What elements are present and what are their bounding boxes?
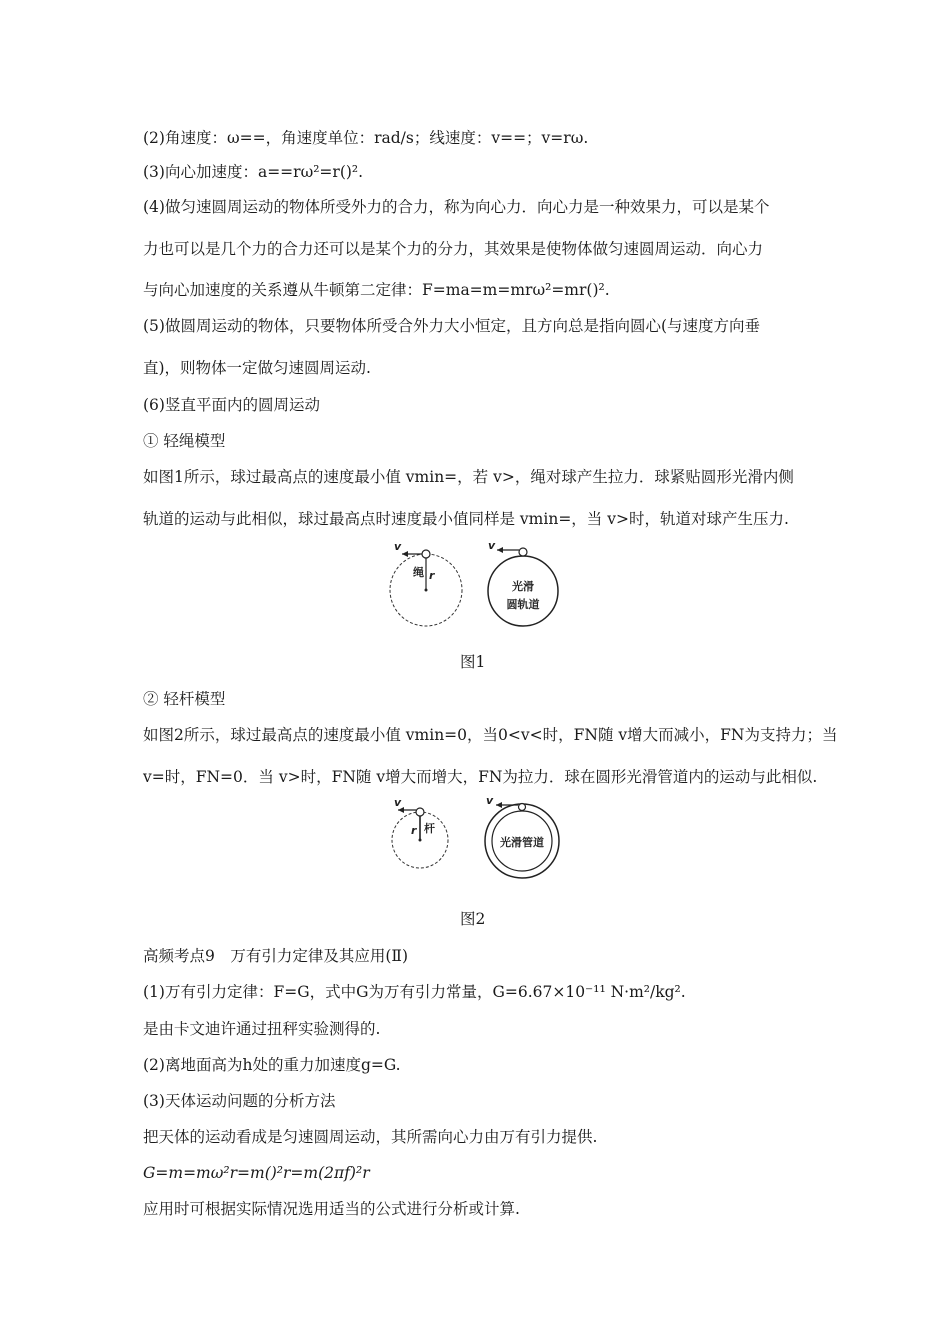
- track-label-2: 圆轨道: [506, 598, 540, 611]
- rope-model-diagram: [390, 540, 462, 626]
- rod-v-label: v: [394, 796, 402, 809]
- tube-arrow-head-icon: [496, 802, 502, 808]
- text-line-rope-model-heading: ① 轻绳模型: [143, 432, 226, 450]
- text-line-rope-model-2: 轨道的运动与此相似，球过最高点时速度最小值同样是 vmin=，当 v>时，轨道对球产生压力.: [143, 510, 789, 528]
- tube-label: 光滑管道: [500, 836, 544, 849]
- track-v-label: v: [488, 539, 496, 552]
- rope-v-label: v: [394, 540, 402, 553]
- figure-1-diagram: [380, 538, 580, 638]
- text-line-rod-model-1: 如图2所示，球过最高点的速度最小值 vmin=0，当0<v<时，FN随 v增大而减小，FN为支持力；当: [143, 726, 838, 744]
- rope-center-dot: [425, 589, 428, 592]
- smooth-tube-diagram: [485, 796, 559, 878]
- figure-2-diagram: [380, 796, 580, 886]
- rod-r-label: r: [411, 824, 417, 837]
- rod-model-diagram: [392, 796, 448, 868]
- rope-ball: [422, 550, 430, 558]
- tube-v-label: v: [486, 796, 494, 807]
- text-line-angular-velocity: (2)角速度：ω==，角速度单位：rad/s；线速度：v==；v=rω.: [143, 129, 589, 147]
- text-line-application: 应用时可根据实际情况选用适当的公式进行分析或计算.: [143, 1200, 520, 1218]
- text-line-uniform-circular-1: (5)做圆周运动的物体，只要物体所受合外力大小恒定，且方向总是指向圆心(与速度方向垂: [143, 317, 761, 335]
- text-line-rope-model-1: 如图1所示，球过最高点的速度最小值 vmin=，若 v>，绳对球产生拉力．球紧贴圆形光滑内侧: [143, 468, 794, 486]
- tube-ball: [519, 804, 526, 811]
- rope-r-label: r: [429, 569, 435, 582]
- text-line-analysis-method: (3)天体运动问题的分析方法: [143, 1092, 336, 1110]
- text-line-rod-model-2: v=时，FN=0．当 v>时，FN随 v增大而增大，FN为拉力．球在圆形光滑管道内的运动与此相似.: [143, 768, 818, 786]
- text-line-celestial-motion: 把天体的运动看成是匀速圆周运动，其所需向心力由万有引力提供.: [143, 1128, 598, 1146]
- text-line-uniform-circular-2: 直)，则物体一定做匀速圆周运动.: [143, 359, 371, 377]
- rod-ball: [416, 808, 424, 816]
- track-ball: [519, 548, 527, 556]
- text-line-vertical-circle-heading: (6)竖直平面内的圆周运动: [143, 396, 320, 414]
- text-line-formula: G=m=mω²r=m()²r=m(2πf)²r: [143, 1164, 370, 1182]
- text-line-centripetal-force-3: 与向心加速度的关系遵从牛顿第二定律：F=ma=m=mrω²=mr()².: [143, 281, 610, 299]
- text-line-rod-model-heading: ② 轻杆模型: [143, 690, 226, 708]
- rope-arrow-head-icon: [402, 551, 408, 557]
- rope-label: 绳: [413, 566, 424, 579]
- track-arrow-head-icon: [497, 547, 503, 553]
- text-line-centripetal-acceleration: (3)向心加速度：a==rω²=r()².: [143, 163, 364, 181]
- text-line-cavendish: 是由卡文迪许通过扭秤实验测得的.: [143, 1020, 381, 1038]
- text-line-gravitation-law: (1)万有引力定律：F=G，式中G为万有引力常量，G=6.67×10⁻¹¹ N·m²/kg².: [143, 983, 686, 1001]
- smooth-track-diagram: [488, 539, 558, 626]
- text-line-centripetal-force-1: (4)做匀速圆周运动的物体所受外力的合力，称为向心力．向心力是一种效果力，可以是某个: [143, 198, 770, 216]
- rod-label: 杆: [424, 822, 435, 835]
- text-line-gravity-acceleration: (2)离地面高为h处的重力加速度g=G.: [143, 1056, 401, 1074]
- figure-1-caption: 图1: [460, 653, 486, 671]
- track-label-1: 光滑: [512, 580, 534, 593]
- section-heading-gravitation: 高频考点9 万有引力定律及其应用(Ⅱ): [143, 947, 408, 965]
- rod-center-dot: [419, 839, 422, 842]
- text-line-centripetal-force-2: 力也可以是几个力的合力还可以是某个力的分力，其效果是使物体做匀速圆周运动．向心力: [143, 240, 764, 258]
- figure-2-caption: 图2: [460, 910, 486, 928]
